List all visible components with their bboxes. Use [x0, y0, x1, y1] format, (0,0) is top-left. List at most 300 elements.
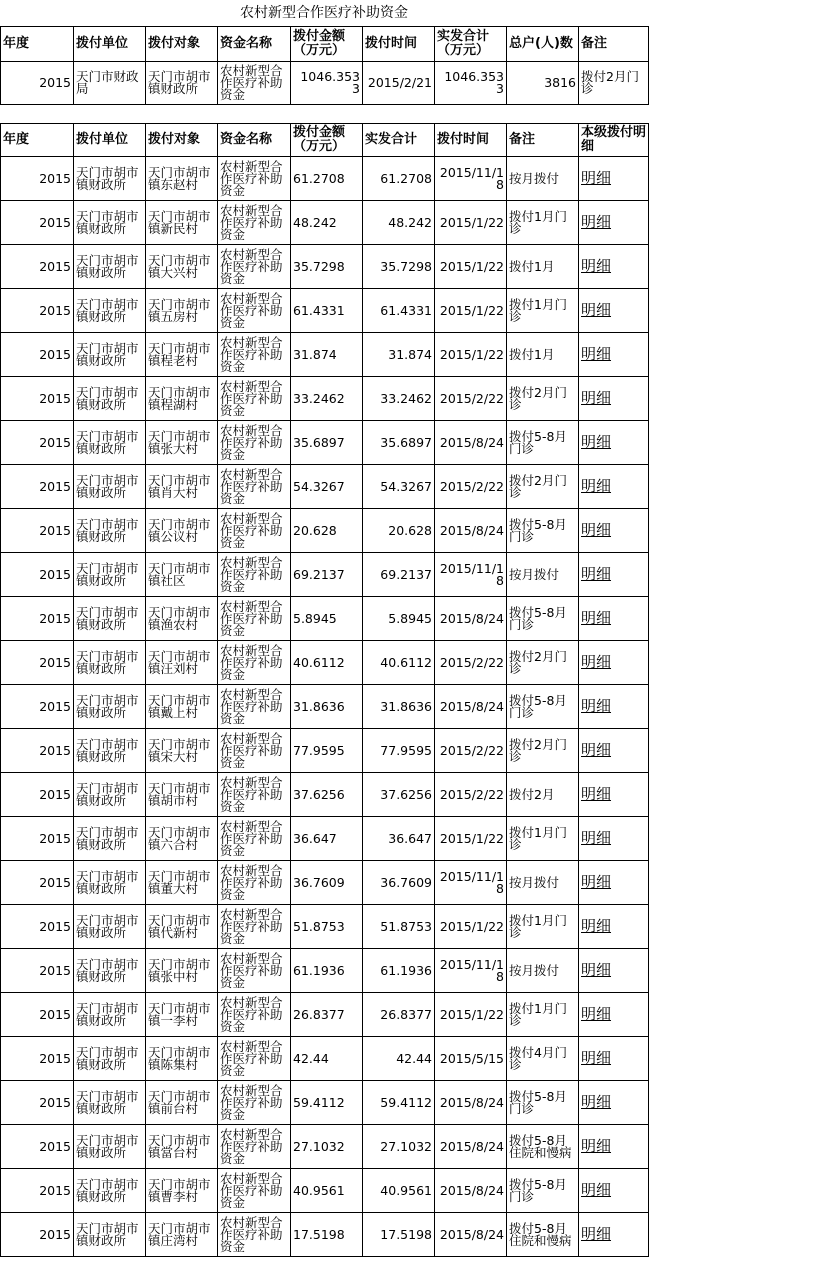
detail-link[interactable]: 明细	[581, 1137, 612, 1155]
detail-cell-col-year: 2015	[1, 377, 74, 421]
detail-cell-col-c6: 20.628	[363, 509, 435, 553]
summary-header-col-c9: 备注	[579, 27, 649, 62]
detail-link-cell	[579, 289, 649, 333]
detail-cell-col-fund-name: 农村新型合作医疗补助资金	[218, 641, 291, 685]
detail-link[interactable]: 明细	[581, 521, 612, 539]
detail-cell-col-amount: 5.8945	[291, 597, 363, 641]
detail-cell-col-c7: 2015/8/24	[435, 1213, 507, 1257]
detail-link-cell	[579, 201, 649, 245]
detail-cell-col-recipient: 天门市胡市镇公议村	[146, 509, 218, 553]
table-row	[1, 949, 649, 993]
detail-cell-col-c8: 拨付2月	[507, 773, 579, 817]
detail-cell-col-year: 2015	[1, 905, 74, 949]
table-row	[1, 685, 649, 729]
table-row	[1, 245, 649, 289]
detail-cell-col-recipient: 天门市胡市镇戴上村	[146, 685, 218, 729]
detail-cell-col-fund-name: 农村新型合作医疗补助资金	[218, 1125, 291, 1169]
detail-cell-col-c6: 69.2137	[363, 553, 435, 597]
detail-cell-col-recipient: 天门市胡市镇宋大村	[146, 729, 218, 773]
detail-cell-col-c6: 35.6897	[363, 421, 435, 465]
table-row	[1, 1081, 649, 1125]
detail-link-cell	[579, 993, 649, 1037]
detail-cell-col-c7: 2015/8/24	[435, 421, 507, 465]
detail-cell-col-c6: 48.242	[363, 201, 435, 245]
detail-cell-col-amount: 59.4112	[291, 1081, 363, 1125]
detail-cell-col-c8: 拨付5-8月门诊	[507, 421, 579, 465]
detail-link[interactable]: 明细	[581, 961, 612, 979]
detail-cell-col-c6: 61.4331	[363, 289, 435, 333]
detail-cell-col-amount: 27.1032	[291, 1125, 363, 1169]
detail-cell-col-c7: 2015/5/15	[435, 1037, 507, 1081]
detail-cell-col-payer: 天门市胡市镇财政所	[74, 641, 146, 685]
detail-cell-col-c8: 拨付2月门诊	[507, 465, 579, 509]
table-row	[1, 641, 649, 685]
detail-cell-col-c8: 拨付1月	[507, 245, 579, 289]
detail-cell-col-fund-name: 农村新型合作医疗补助资金	[218, 465, 291, 509]
detail-cell-col-c7: 2015/8/24	[435, 1125, 507, 1169]
detail-header-row	[1, 124, 649, 157]
detail-cell-col-payer: 天门市胡市镇财政所	[74, 465, 146, 509]
detail-cell-col-fund-name: 农村新型合作医疗补助资金	[218, 201, 291, 245]
detail-cell-col-c7: 2015/1/22	[435, 245, 507, 289]
summary-header-col-c6: 拨付时间	[363, 27, 435, 62]
detail-header-col-c6: 实发合计	[363, 124, 435, 157]
detail-cell-col-c8: 拨付1月	[507, 333, 579, 377]
summary-header-col-fund-name: 资金名称	[218, 27, 291, 62]
detail-cell-col-payer: 天门市胡市镇财政所	[74, 1125, 146, 1169]
detail-cell-col-recipient: 天门市胡市镇庄湾村	[146, 1213, 218, 1257]
detail-header-col-c7: 拨付时间	[435, 124, 507, 157]
detail-cell-col-year: 2015	[1, 289, 74, 333]
detail-cell-col-c6: 54.3267	[363, 465, 435, 509]
detail-cell-col-payer: 天门市胡市镇财政所	[74, 1169, 146, 1213]
detail-cell-col-recipient: 天门市胡市镇六合村	[146, 817, 218, 861]
detail-link[interactable]: 明细	[581, 433, 612, 451]
detail-cell-col-payer: 天门市胡市镇财政所	[74, 729, 146, 773]
detail-cell-col-recipient: 天门市胡市镇张中村	[146, 949, 218, 993]
detail-link-cell	[579, 773, 649, 817]
detail-cell-col-c8: 拨付5-8月住院和慢病	[507, 1213, 579, 1257]
detail-cell-col-recipient: 天门市胡市镇汪刘村	[146, 641, 218, 685]
detail-cell-col-recipient: 天门市胡市镇大兴村	[146, 245, 218, 289]
detail-cell-col-amount: 26.8377	[291, 993, 363, 1037]
detail-cell-col-amount: 54.3267	[291, 465, 363, 509]
detail-header-col-recipient: 拨付对象	[146, 124, 218, 157]
detail-cell-col-c7: 2015/1/22	[435, 201, 507, 245]
detail-cell-col-c7: 2015/2/22	[435, 641, 507, 685]
detail-link[interactable]: 明细	[581, 257, 612, 275]
detail-cell-col-year: 2015	[1, 597, 74, 641]
detail-cell-col-c8: 按月拨付	[507, 157, 579, 201]
detail-cell-col-amount: 35.6897	[291, 421, 363, 465]
detail-link-cell	[579, 597, 649, 641]
table-row	[1, 201, 649, 245]
detail-header-col-amount: 拨付金额（万元）	[291, 124, 363, 157]
detail-cell-col-c7: 2015/1/22	[435, 333, 507, 377]
detail-cell-col-year: 2015	[1, 773, 74, 817]
table-row	[1, 553, 649, 597]
detail-link-cell	[579, 1213, 649, 1257]
table-row	[1, 333, 649, 377]
detail-cell-col-year: 2015	[1, 333, 74, 377]
table-row	[1, 1037, 649, 1081]
detail-cell-col-recipient: 天门市胡市镇程老村	[146, 333, 218, 377]
summary-cell-col-c7: 1046.3533	[435, 62, 507, 105]
table-row	[1, 1169, 649, 1213]
detail-cell-col-recipient: 天门市胡市镇當台村	[146, 1125, 218, 1169]
detail-cell-col-amount: 51.8753	[291, 905, 363, 949]
detail-cell-col-c8: 拨付5-8月门诊	[507, 597, 579, 641]
summary-header-col-c8: 总户(人)数	[507, 27, 579, 62]
detail-cell-col-payer: 天门市胡市镇财政所	[74, 685, 146, 729]
detail-cell-col-payer: 天门市胡市镇财政所	[74, 773, 146, 817]
detail-cell-col-c8: 拨付2月门诊	[507, 377, 579, 421]
table-row	[1, 1213, 649, 1257]
detail-cell-col-fund-name: 农村新型合作医疗补助资金	[218, 157, 291, 201]
detail-link[interactable]: 明细	[581, 389, 612, 407]
summary-cell-col-amount: 1046.3533	[291, 62, 363, 105]
summary-cell-col-recipient: 天门市胡市镇财政所	[146, 62, 218, 105]
detail-cell-col-c7: 2015/2/22	[435, 773, 507, 817]
detail-cell-col-year: 2015	[1, 641, 74, 685]
detail-cell-col-amount: 42.44	[291, 1037, 363, 1081]
detail-cell-col-c8: 拨付5-8月门诊	[507, 685, 579, 729]
detail-link[interactable]: 明细	[581, 1005, 612, 1023]
detail-cell-col-fund-name: 农村新型合作医疗补助资金	[218, 729, 291, 773]
detail-cell-col-c6: 42.44	[363, 1037, 435, 1081]
detail-link-cell	[579, 729, 649, 773]
detail-cell-col-recipient: 天门市胡市镇五房村	[146, 289, 218, 333]
detail-cell-col-recipient: 天门市胡市镇胡市村	[146, 773, 218, 817]
detail-cell-col-year: 2015	[1, 245, 74, 289]
detail-cell-col-fund-name: 农村新型合作医疗补助资金	[218, 1169, 291, 1213]
detail-cell-col-fund-name: 农村新型合作医疗补助资金	[218, 245, 291, 289]
detail-cell-col-c7: 2015/8/24	[435, 1081, 507, 1125]
detail-cell-col-fund-name: 农村新型合作医疗补助资金	[218, 773, 291, 817]
detail-cell-col-year: 2015	[1, 1213, 74, 1257]
detail-cell-col-c7: 2015/8/24	[435, 509, 507, 553]
table-row	[1, 62, 649, 105]
detail-link[interactable]: 明细	[581, 1093, 612, 1111]
summary-header-col-year: 年度	[1, 27, 74, 62]
detail-cell-col-year: 2015	[1, 509, 74, 553]
detail-cell-col-year: 2015	[1, 729, 74, 773]
detail-cell-col-c7: 2015/1/22	[435, 289, 507, 333]
detail-cell-col-amount: 69.2137	[291, 553, 363, 597]
detail-cell-col-payer: 天门市胡市镇财政所	[74, 509, 146, 553]
detail-cell-col-c7: 2015/11/18	[435, 949, 507, 993]
detail-link-cell	[579, 905, 649, 949]
detail-link[interactable]: 明细	[581, 565, 612, 583]
detail-link-cell	[579, 1169, 649, 1213]
page-title: 农村新型合作医疗补助资金	[240, 5, 408, 21]
detail-cell-col-payer: 天门市胡市镇财政所	[74, 421, 146, 465]
detail-header-col-c8: 备注	[507, 124, 579, 157]
detail-cell-col-recipient: 天门市胡市镇前台村	[146, 1081, 218, 1125]
summary-cell-col-c8: 3816	[507, 62, 579, 105]
detail-link[interactable]: 明细	[581, 345, 612, 363]
detail-cell-col-fund-name: 农村新型合作医疗补助资金	[218, 817, 291, 861]
detail-cell-col-c8: 拨付1月门诊	[507, 201, 579, 245]
detail-cell-col-amount: 61.4331	[291, 289, 363, 333]
detail-cell-col-year: 2015	[1, 421, 74, 465]
detail-cell-col-amount: 61.2708	[291, 157, 363, 201]
table-row	[1, 729, 649, 773]
table-row	[1, 597, 649, 641]
detail-cell-col-c6: 61.1936	[363, 949, 435, 993]
detail-link-cell	[579, 1125, 649, 1169]
detail-link[interactable]: 明细	[581, 1225, 612, 1243]
table-row	[1, 861, 649, 905]
detail-link[interactable]: 明细	[581, 829, 612, 847]
table-row	[1, 773, 649, 817]
detail-cell-col-amount: 33.2462	[291, 377, 363, 421]
detail-cell-col-c8: 拨付4月门诊	[507, 1037, 579, 1081]
detail-cell-col-recipient: 天门市胡市镇肖大村	[146, 465, 218, 509]
detail-cell-col-payer: 天门市胡市镇财政所	[74, 553, 146, 597]
detail-cell-col-c7: 2015/2/22	[435, 377, 507, 421]
detail-link-cell	[579, 465, 649, 509]
detail-cell-col-year: 2015	[1, 685, 74, 729]
detail-cell-col-c7: 2015/1/22	[435, 817, 507, 861]
detail-cell-col-c6: 31.874	[363, 333, 435, 377]
detail-cell-col-c8: 拨付5-8月门诊	[507, 509, 579, 553]
detail-cell-col-payer: 天门市胡市镇财政所	[74, 377, 146, 421]
detail-cell-col-c7: 2015/2/22	[435, 465, 507, 509]
detail-cell-col-c6: 59.4112	[363, 1081, 435, 1125]
detail-cell-col-fund-name: 农村新型合作医疗补助资金	[218, 289, 291, 333]
detail-cell-col-c7: 2015/8/24	[435, 597, 507, 641]
detail-cell-col-c8: 按月拨付	[507, 949, 579, 993]
detail-cell-col-recipient: 天门市胡市镇社区	[146, 553, 218, 597]
summary-table	[0, 26, 649, 105]
detail-cell-col-fund-name: 农村新型合作医疗补助资金	[218, 377, 291, 421]
detail-cell-col-fund-name: 农村新型合作医疗补助资金	[218, 905, 291, 949]
detail-cell-col-c6: 26.8377	[363, 993, 435, 1037]
detail-cell-col-amount: 61.1936	[291, 949, 363, 993]
detail-cell-col-year: 2015	[1, 949, 74, 993]
detail-cell-col-fund-name: 农村新型合作医疗补助资金	[218, 993, 291, 1037]
detail-cell-col-c8: 拨付5-8月门诊	[507, 1081, 579, 1125]
detail-cell-col-year: 2015	[1, 817, 74, 861]
detail-cell-col-year: 2015	[1, 1081, 74, 1125]
detail-cell-col-year: 2015	[1, 553, 74, 597]
detail-cell-col-c8: 拨付1月门诊	[507, 817, 579, 861]
summary-cell-col-fund-name: 农村新型合作医疗补助资金	[218, 62, 291, 105]
detail-cell-col-c6: 17.5198	[363, 1213, 435, 1257]
detail-cell-col-fund-name: 农村新型合作医疗补助资金	[218, 685, 291, 729]
detail-cell-col-c7: 2015/8/24	[435, 1169, 507, 1213]
detail-cell-col-c7: 2015/11/18	[435, 553, 507, 597]
detail-cell-col-c8: 拨付5-8月门诊	[507, 1169, 579, 1213]
table-row	[1, 421, 649, 465]
detail-link-cell	[579, 509, 649, 553]
detail-cell-col-year: 2015	[1, 1169, 74, 1213]
detail-cell-col-c8: 拨付5-8月住院和慢病	[507, 1125, 579, 1169]
detail-cell-col-amount: 17.5198	[291, 1213, 363, 1257]
detail-cell-col-recipient: 天门市胡市镇董大村	[146, 861, 218, 905]
detail-cell-col-c8: 拨付2月门诊	[507, 729, 579, 773]
table-row	[1, 465, 649, 509]
detail-cell-col-fund-name: 农村新型合作医疗补助资金	[218, 1081, 291, 1125]
detail-cell-col-amount: 31.8636	[291, 685, 363, 729]
detail-header-col-c9: 本级拨付明细	[579, 124, 649, 157]
table-row	[1, 377, 649, 421]
detail-cell-col-amount: 40.6112	[291, 641, 363, 685]
detail-cell-col-amount: 31.874	[291, 333, 363, 377]
detail-cell-col-fund-name: 农村新型合作医疗补助资金	[218, 597, 291, 641]
summary-cell-col-year: 2015	[1, 62, 74, 105]
detail-cell-col-c6: 40.9561	[363, 1169, 435, 1213]
detail-cell-col-c7: 2015/1/22	[435, 905, 507, 949]
detail-link[interactable]: 明细	[581, 609, 612, 627]
detail-cell-col-recipient: 天门市胡市镇陈集村	[146, 1037, 218, 1081]
table-row	[1, 817, 649, 861]
detail-link[interactable]: 明细	[581, 301, 612, 319]
detail-cell-col-payer: 天门市胡市镇财政所	[74, 817, 146, 861]
detail-cell-col-fund-name: 农村新型合作医疗补助资金	[218, 1037, 291, 1081]
detail-link[interactable]: 明细	[581, 213, 612, 231]
detail-cell-col-amount: 36.7609	[291, 861, 363, 905]
detail-cell-col-amount: 35.7298	[291, 245, 363, 289]
detail-cell-col-year: 2015	[1, 201, 74, 245]
detail-cell-col-payer: 天门市胡市镇财政所	[74, 993, 146, 1037]
summary-header-col-recipient: 拨付对象	[146, 27, 218, 62]
detail-link[interactable]: 明细	[581, 697, 612, 715]
detail-cell-col-c6: 37.6256	[363, 773, 435, 817]
detail-cell-col-fund-name: 农村新型合作医疗补助资金	[218, 509, 291, 553]
detail-link-cell	[579, 245, 649, 289]
detail-cell-col-recipient: 天门市胡市镇一李村	[146, 993, 218, 1037]
detail-cell-col-payer: 天门市胡市镇财政所	[74, 201, 146, 245]
detail-cell-col-payer: 天门市胡市镇财政所	[74, 333, 146, 377]
detail-cell-col-payer: 天门市胡市镇财政所	[74, 1081, 146, 1125]
detail-cell-col-year: 2015	[1, 993, 74, 1037]
table-spacer	[0, 105, 648, 123]
detail-cell-col-payer: 天门市胡市镇财政所	[74, 905, 146, 949]
detail-table	[0, 123, 649, 1257]
detail-cell-col-c6: 61.2708	[363, 157, 435, 201]
detail-cell-col-payer: 天门市胡市镇财政所	[74, 1213, 146, 1257]
detail-cell-col-year: 2015	[1, 1125, 74, 1169]
detail-cell-col-year: 2015	[1, 861, 74, 905]
detail-cell-col-c6: 36.647	[363, 817, 435, 861]
detail-link-cell	[579, 377, 649, 421]
detail-cell-col-payer: 天门市胡市镇财政所	[74, 1037, 146, 1081]
detail-cell-col-c6: 35.7298	[363, 245, 435, 289]
summary-header-col-payer: 拨付单位	[74, 27, 146, 62]
detail-link-cell	[579, 949, 649, 993]
detail-link-cell	[579, 1037, 649, 1081]
detail-link[interactable]: 明细	[581, 741, 612, 759]
summary-cell-col-c9: 拨付2月门诊	[579, 62, 649, 105]
detail-header-col-payer: 拨付单位	[74, 124, 146, 157]
detail-cell-col-c6: 36.7609	[363, 861, 435, 905]
detail-cell-col-year: 2015	[1, 1037, 74, 1081]
detail-cell-col-amount: 40.9561	[291, 1169, 363, 1213]
detail-cell-col-fund-name: 农村新型合作医疗补助资金	[218, 421, 291, 465]
detail-cell-col-fund-name: 农村新型合作医疗补助资金	[218, 1213, 291, 1257]
detail-cell-col-fund-name: 农村新型合作医疗补助资金	[218, 949, 291, 993]
detail-link[interactable]: 明细	[581, 653, 612, 671]
detail-cell-col-c7: 2015/2/22	[435, 729, 507, 773]
summary-header-col-amount: 拨付金额（万元）	[291, 27, 363, 62]
detail-cell-col-c6: 5.8945	[363, 597, 435, 641]
detail-cell-col-c7: 2015/1/22	[435, 993, 507, 1037]
detail-cell-col-c6: 40.6112	[363, 641, 435, 685]
detail-cell-col-recipient: 天门市胡市镇渔农村	[146, 597, 218, 641]
detail-link[interactable]: 明细	[581, 1049, 612, 1067]
detail-cell-col-recipient: 天门市胡市镇张大村	[146, 421, 218, 465]
summary-header-row	[1, 27, 649, 62]
detail-cell-col-c8: 拨付1月门诊	[507, 905, 579, 949]
detail-cell-col-c6: 51.8753	[363, 905, 435, 949]
detail-cell-col-c8: 拨付1月门诊	[507, 993, 579, 1037]
detail-cell-col-amount: 37.6256	[291, 773, 363, 817]
detail-link[interactable]: 明细	[581, 1181, 612, 1199]
detail-link-cell	[579, 1081, 649, 1125]
detail-cell-col-c6: 33.2462	[363, 377, 435, 421]
detail-cell-col-c6: 27.1032	[363, 1125, 435, 1169]
detail-cell-col-fund-name: 农村新型合作医疗补助资金	[218, 333, 291, 377]
detail-link[interactable]: 明细	[581, 169, 612, 187]
detail-cell-col-fund-name: 农村新型合作医疗补助资金	[218, 553, 291, 597]
detail-cell-col-recipient: 天门市胡市镇新民村	[146, 201, 218, 245]
detail-cell-col-recipient: 天门市胡市镇曹李村	[146, 1169, 218, 1213]
table-row	[1, 1125, 649, 1169]
detail-link-cell	[579, 553, 649, 597]
detail-link[interactable]: 明细	[581, 477, 612, 495]
detail-cell-col-c8: 拨付2月门诊	[507, 641, 579, 685]
detail-cell-col-payer: 天门市胡市镇财政所	[74, 157, 146, 201]
summary-header-col-c7: 实发合计（万元）	[435, 27, 507, 62]
table-row	[1, 993, 649, 1037]
detail-link-cell	[579, 685, 649, 729]
detail-link-cell	[579, 861, 649, 905]
detail-link[interactable]: 明细	[581, 785, 612, 803]
detail-header-col-year: 年度	[1, 124, 74, 157]
detail-cell-col-amount: 36.647	[291, 817, 363, 861]
detail-cell-col-c8: 拨付1月门诊	[507, 289, 579, 333]
detail-cell-col-amount: 77.9595	[291, 729, 363, 773]
detail-cell-col-c8: 按月拨付	[507, 553, 579, 597]
detail-link[interactable]: 明细	[581, 917, 612, 935]
detail-cell-col-payer: 天门市胡市镇财政所	[74, 289, 146, 333]
detail-header-col-fund-name: 资金名称	[218, 124, 291, 157]
detail-cell-col-fund-name: 农村新型合作医疗补助资金	[218, 861, 291, 905]
detail-cell-col-c8: 按月拨付	[507, 861, 579, 905]
detail-cell-col-amount: 48.242	[291, 201, 363, 245]
table-row	[1, 289, 649, 333]
detail-cell-col-year: 2015	[1, 465, 74, 509]
detail-link-cell	[579, 333, 649, 377]
detail-cell-col-c7: 2015/11/18	[435, 157, 507, 201]
table-row	[1, 157, 649, 201]
detail-link-cell	[579, 421, 649, 465]
detail-cell-col-payer: 天门市胡市镇财政所	[74, 949, 146, 993]
detail-link[interactable]: 明细	[581, 873, 612, 891]
table-row	[1, 509, 649, 553]
detail-cell-col-year: 2015	[1, 157, 74, 201]
detail-link-cell	[579, 157, 649, 201]
detail-cell-col-payer: 天门市胡市镇财政所	[74, 245, 146, 289]
detail-cell-col-c6: 77.9595	[363, 729, 435, 773]
detail-cell-col-amount: 20.628	[291, 509, 363, 553]
summary-cell-col-payer: 天门市财政局	[74, 62, 146, 105]
table-row	[1, 905, 649, 949]
detail-cell-col-c7: 2015/8/24	[435, 685, 507, 729]
detail-cell-col-recipient: 天门市胡市镇代新村	[146, 905, 218, 949]
